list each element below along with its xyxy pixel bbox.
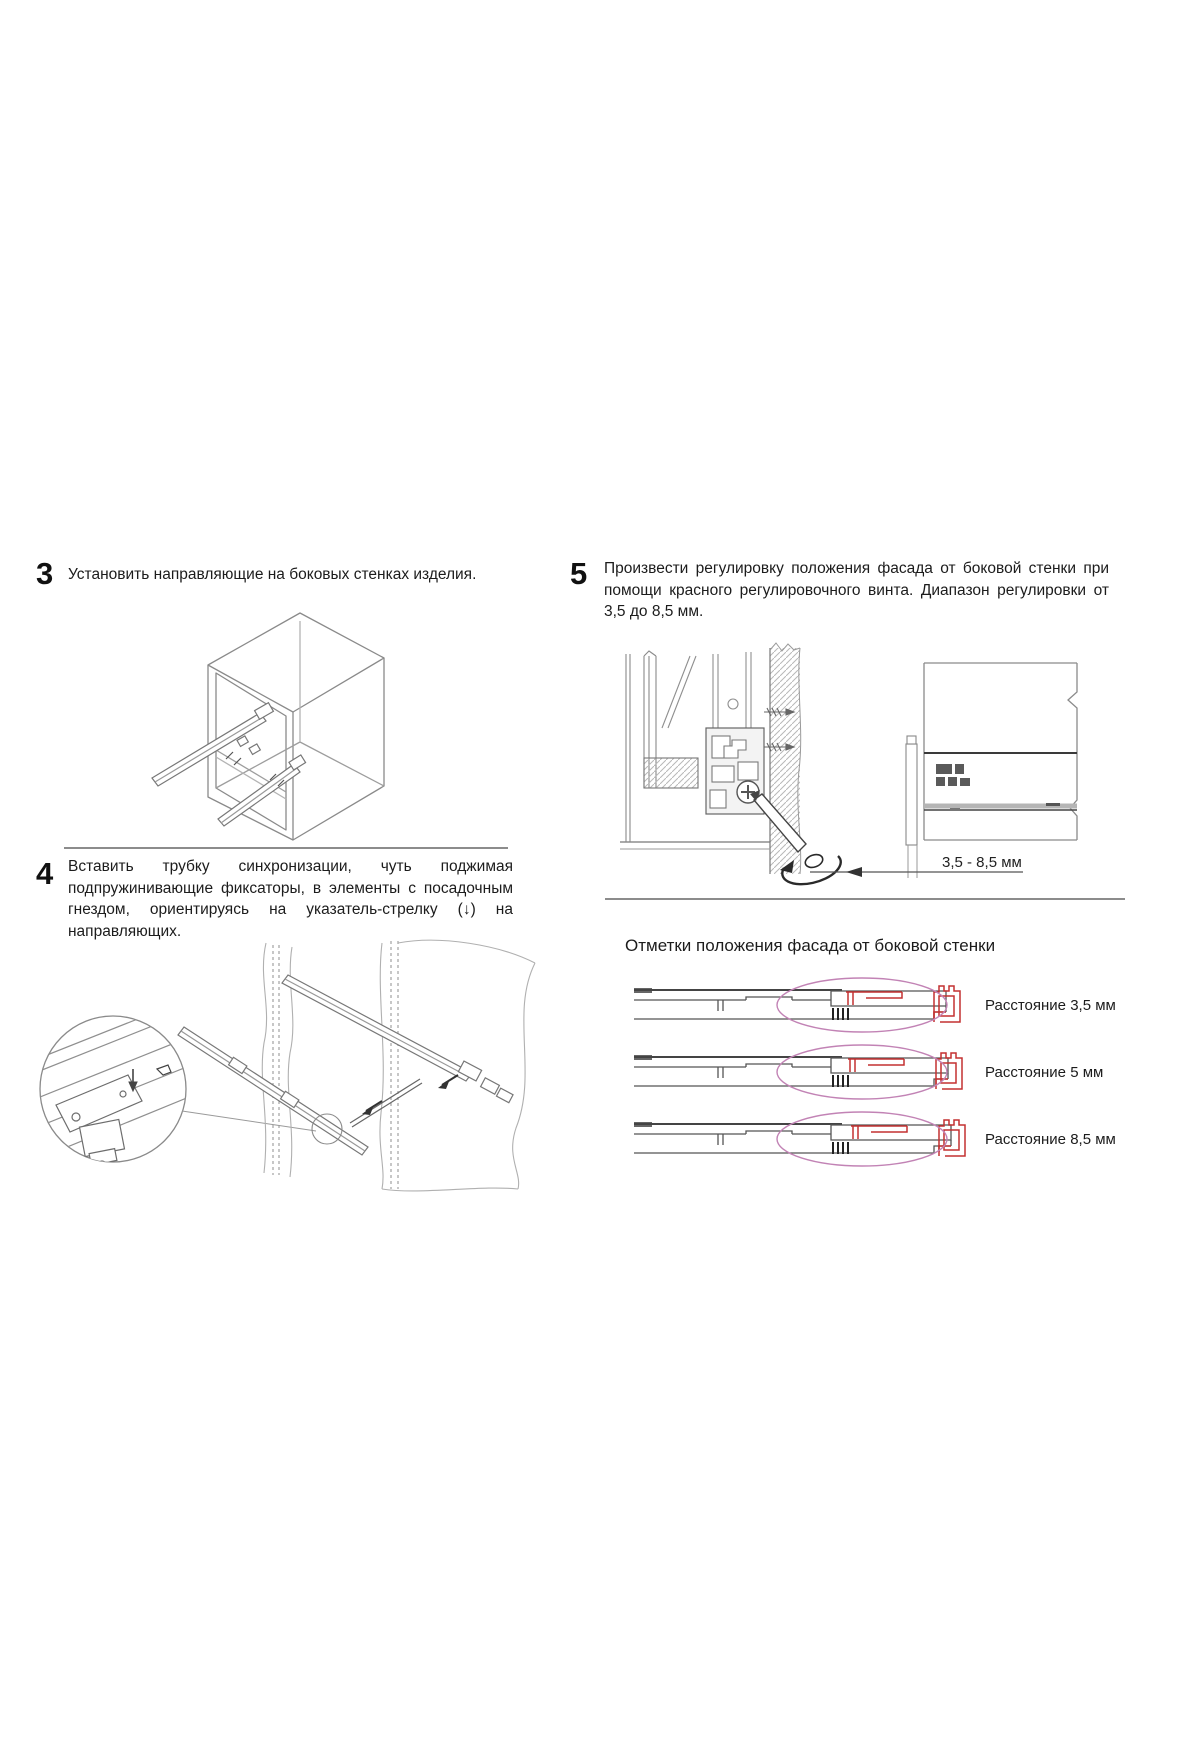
dimension-label: 3,5 - 8,5 мм xyxy=(942,854,1022,871)
cabinet-drawing xyxy=(100,592,430,842)
drawer-side-view-drawing xyxy=(800,640,1130,885)
step-4 xyxy=(36,856,512,942)
mark-label-1: Расстояние 3,5 мм xyxy=(985,997,1116,1014)
profile-drawing-3-5mm xyxy=(600,968,980,1038)
sync-tube xyxy=(350,1075,458,1127)
step-3-text: Установить направляющие на боковых стенках изделия. xyxy=(68,566,477,583)
leader-line xyxy=(182,1111,316,1131)
mark-label-3: Расстояние 8,5 мм xyxy=(985,1131,1116,1148)
step-4-number: 4 xyxy=(36,856,54,891)
step-5-number: 5 xyxy=(570,556,588,591)
rail-upper xyxy=(282,975,513,1103)
step-3 xyxy=(36,556,528,589)
rail-latch xyxy=(1046,803,1060,806)
step-5-text: Произвести регулировку положения фасада от боковой стенки при помощи красного регулировочного винта. Диапазон регулировки от 3,5 до 8,5 мм. xyxy=(604,560,1109,620)
highlight-ellipse xyxy=(777,1112,947,1166)
dimension xyxy=(810,845,1023,878)
profile-drawing-8-5mm xyxy=(600,1102,980,1172)
step-4-text: Вставить трубку синхронизации, чуть поджимая подпружинивающие фиксаторы, в элементы с посадочным гнездом, ориентируясь на указатель-стрелку (↓) на направляющих. xyxy=(68,858,513,940)
drawer-side-lines xyxy=(662,652,751,728)
divider-right xyxy=(605,898,1125,900)
drawer-body xyxy=(924,663,1077,840)
step-3-number: 3 xyxy=(36,556,54,591)
rail-latch-2 xyxy=(950,808,960,811)
mark-label-2: Расстояние 5 мм xyxy=(985,1064,1104,1081)
facade-strip xyxy=(906,736,917,845)
sync-tube-drawing xyxy=(30,933,540,1195)
detail-circle xyxy=(30,995,206,1169)
facade-section xyxy=(626,651,656,842)
rail-lower xyxy=(178,1027,368,1155)
highlight-ellipse xyxy=(777,978,947,1032)
product-label xyxy=(936,764,970,786)
drawer-bottom-bar xyxy=(644,758,698,788)
marks-title: Отметки положения фасада от боковой стенки xyxy=(625,936,996,955)
divider-left xyxy=(64,847,508,849)
highlight-ellipse xyxy=(777,1045,947,1099)
profile-drawing-5mm xyxy=(600,1035,980,1105)
step-5 xyxy=(570,556,1130,623)
